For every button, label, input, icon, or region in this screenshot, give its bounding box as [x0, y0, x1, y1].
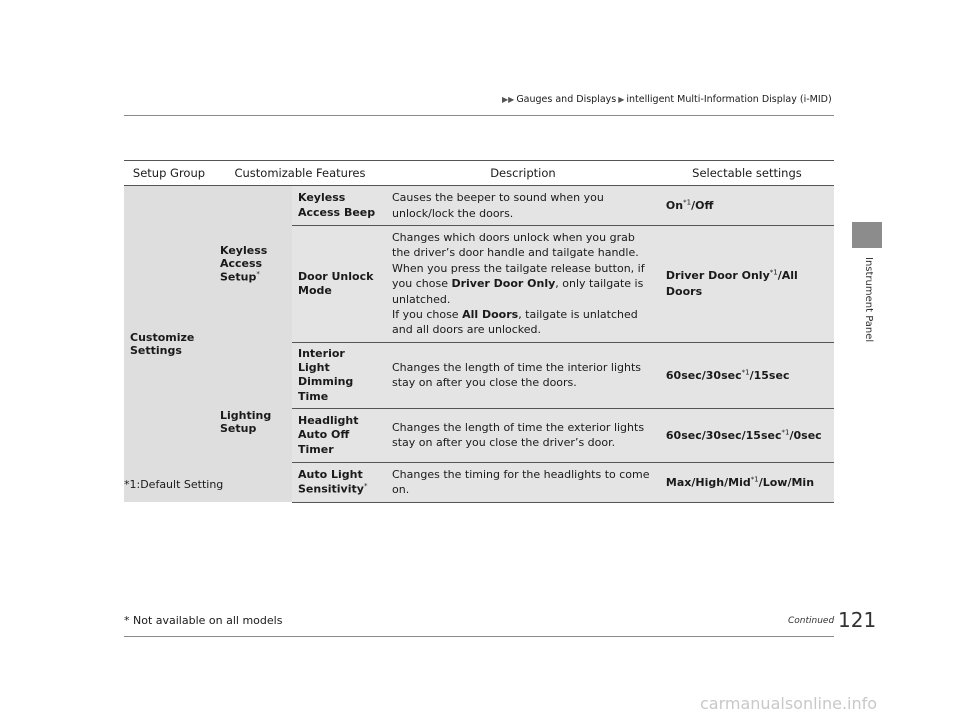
subfeature-name: Keyless Access Beep [292, 186, 386, 226]
description-emphasis: Driver Door Only [451, 277, 556, 291]
description-text: , only tailgate is unlatched. [392, 277, 644, 306]
setting-option: On [665, 198, 684, 212]
settings [660, 462, 834, 502]
settings [660, 342, 834, 408]
separator: / [749, 368, 754, 382]
description: Changes the length of time the interior lights stay on after you close the doors. [386, 342, 660, 408]
description: Causes the beeper to sound when you unlock/lock the doors. [386, 186, 660, 226]
feature-name: Lighting Setup [220, 409, 272, 436]
setting-option: 15sec [753, 368, 790, 382]
footnote-mark: *1 [741, 367, 750, 376]
setup-group-cell [124, 186, 214, 503]
footnote-mark: * [256, 270, 260, 279]
table-row [124, 342, 834, 408]
separator: / [741, 428, 746, 442]
settings-table [124, 160, 834, 503]
default-setting-footnote: *1:Default Setting [124, 478, 224, 491]
setting-option: Mid [728, 475, 751, 489]
setting-option: High [695, 475, 725, 489]
settings [660, 226, 834, 343]
column-header: Customizable Features [214, 161, 386, 186]
separator: / [691, 198, 696, 212]
setting-option: 60sec [665, 368, 702, 382]
arrow-icon: ▶ [618, 95, 625, 104]
header-divider [124, 115, 834, 116]
table-header-row [124, 161, 834, 186]
description [386, 226, 660, 343]
separator: / [701, 368, 706, 382]
separator: / [789, 428, 794, 442]
description: Changes the length of time the exterior lights stay on after you close the driver’s door. [386, 408, 660, 462]
setup-group: Customize Settings [130, 331, 195, 358]
setting-option: Min [791, 475, 815, 489]
feature-name: Keyless Access Setup [220, 244, 268, 284]
separator: / [758, 475, 763, 489]
footer-divider [124, 636, 834, 637]
separator: / [701, 428, 706, 442]
footnote-mark: *1 [781, 428, 790, 437]
watermark: carmanualsonline.info [700, 694, 878, 713]
section-tab [852, 222, 882, 248]
separator: / [724, 475, 729, 489]
subfeature-name: Headlight Auto Off Timer [292, 408, 386, 462]
setting-option: 30sec [705, 428, 742, 442]
subfeature-cell [292, 462, 386, 502]
separator: / [777, 269, 782, 283]
description-text: If you chose [392, 307, 463, 321]
availability-note: * Not available on all models [124, 614, 283, 627]
footnote-mark: *1 [769, 268, 778, 277]
footnote-mark: *1 [750, 475, 759, 484]
setting-option: Max [665, 475, 692, 489]
description-text: , tailgate is unlatched and all doors are unlocked. [392, 307, 638, 337]
subfeature-name: Auto Light Sensitivity [298, 467, 364, 496]
description-text: Changes which doors unlock when you grab the driver’s door handle and tailgate handle. [392, 231, 639, 260]
settings [660, 186, 834, 226]
setting-option: 30sec [705, 368, 742, 382]
setting-option: All Doors [665, 269, 798, 298]
description: Changes the timing for the headlights to come on. [386, 462, 660, 502]
feature-cell [214, 186, 292, 343]
table-row [124, 186, 834, 226]
breadcrumb-item[interactable]: Gauges and Displays [516, 94, 617, 105]
footnote-mark: *1 [683, 198, 692, 207]
description-emphasis: All Doors [462, 307, 519, 321]
setting-option: 60sec [665, 428, 702, 442]
setting-option: Driver Door Only [665, 269, 770, 283]
separator: / [787, 475, 792, 489]
continued-label: Continued [788, 616, 835, 626]
arrow-icon: ▶▶ [502, 95, 515, 104]
setting-option: Low [762, 475, 788, 489]
section-label: Instrument Panel [863, 257, 874, 343]
setting-option: 15sec [745, 428, 782, 442]
breadcrumb [502, 94, 832, 105]
feature-cell [214, 342, 292, 502]
settings [660, 408, 834, 462]
breadcrumb-item[interactable]: intelligent Multi-Information Display (i-MID) [626, 94, 832, 105]
separator: / [691, 475, 696, 489]
setting-option: Off [695, 198, 714, 212]
subfeature-name: Interior Light Dimming Time [292, 342, 386, 408]
column-header: Description [386, 161, 660, 186]
subfeature-name: Door Unlock Mode [292, 226, 386, 343]
column-header: Selectable settings [660, 161, 834, 186]
setting-option: 0sec [793, 428, 822, 442]
footnote-mark: * [363, 482, 368, 491]
page-number: 121 [838, 608, 877, 632]
column-header: Setup Group [124, 161, 214, 186]
description-text: When you press the tailgate release button, if you chose [392, 261, 645, 291]
